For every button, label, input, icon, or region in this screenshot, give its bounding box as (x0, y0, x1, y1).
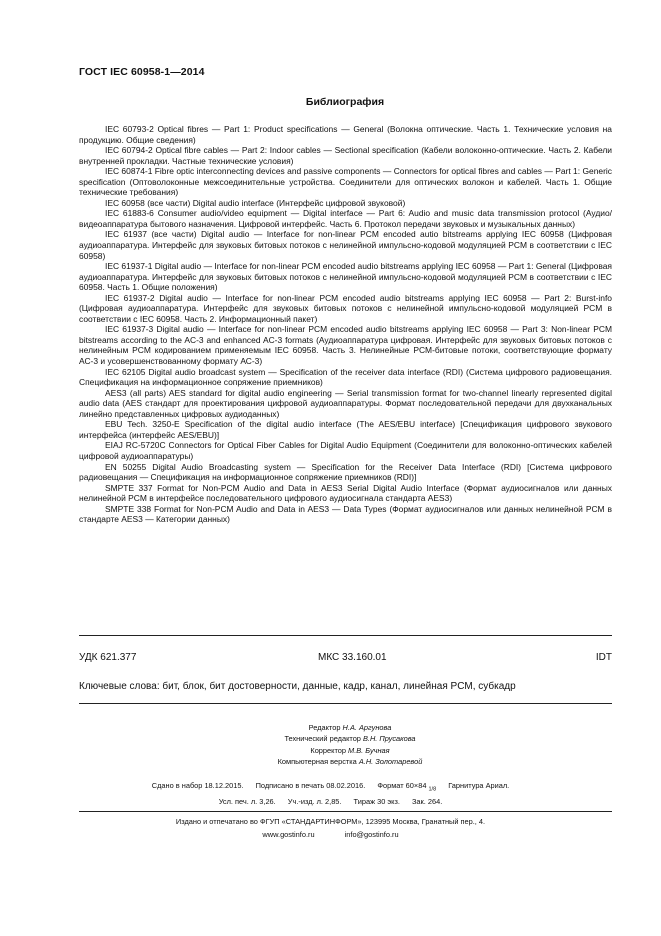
udk-code: УДК 621.377 (79, 652, 137, 663)
printing-line-1 (0, 781, 661, 792)
bibliography-entry: IEC 61937-3 Digital audio — Interface for non-linear PCM encoded audio bitstreams applying IEC 60958 — Part 3: Non-linear PCM bitstreams according to the AC-3 and enhanced AC-3 formats (Аудиоаппаратура цифровая. Интерфейс для звуковых битовых потоков с нелинейным PCM кодированием применяемым IEC 60958. Часть 3. Нелинейные PCM-битовые потоки, соответствующие формату АС-3 и усовершенствованному формату АС-3) (79, 324, 612, 367)
printed-sheets: Усл. печ. л. 3,26. (218, 797, 276, 806)
publisher-contacts (0, 830, 661, 839)
bibliography-entry: IEC 60958 (все части) Digital audio interface (Интерфейс цифровой звуковой) (105, 197, 406, 208)
divider-top (79, 635, 612, 636)
bibliography-entry: IEC 62105 Digital audio broadcast system — Specification of the receiver data interface (RDI) (Система цифрового радиовещания. Спецификация на информационное сопряжение приемников) (79, 366, 612, 388)
credit-tech-editor: Технический редактор В.Н. Прусакова (284, 734, 416, 744)
publisher-sheets: Уч.-изд. л. 2,85. (287, 797, 342, 806)
bibliography-list (79, 124, 612, 525)
print-run: Тираж 30 экз. (353, 797, 400, 806)
bibliography-entry: IEC 61937 (все части) Digital audio — Interface for non-linear PCM encoded autio bitstreams applying IEC 60958 (Цифровая аудиоаппаратура. Интерфейс для звуковых битовых потоков с нелинейной импульсно-кодовой модуляцией PCM в соответствии с IEC 60958) (79, 229, 612, 261)
credits-block (200, 722, 500, 768)
publisher-line: Издано и отпечатано во ФГУП «СТАНДАРТИНФОРМ», 123995 Москва, Гранатный пер., 4. (175, 817, 486, 826)
publisher-website-link[interactable]: www.gostinfo.ru (262, 830, 315, 839)
publisher-email-link[interactable]: info@gostinfo.ru (344, 830, 399, 839)
submitted-date: Сдано в набор 18.12.2015. (151, 781, 244, 790)
bibliography-entry: IEC 60874-1 Fibre optic interconnecting devices and passive components — Connectors for optical fibres and cables — Part 1: Generic specification (Оптоволоконные межсоединительные устройства. Соединители для оптических волокон и кабелей. Часть 1. Общие технические требования) (79, 166, 612, 198)
divider-bottom (79, 811, 612, 812)
divider-middle (79, 703, 612, 704)
bibliography-entry: SMPTE 338 Format for Non-PCM Audio and Data in AES3 — Data Types (Формат аудиосигналов или данных нелинейной PCM в стандарте AES3 — Категории данных) (79, 503, 612, 525)
bibliography-title: Библиография (305, 96, 385, 108)
bibliography-entry: IEC 61883-6 Consumer audio/video equipment — Digital interface — Part 6: Audio and music data transmission protocol (Аудио/видеоаппаратура бытового назначения. Цифровой интерфейс. Часть 6. Протокол передачи звуковых и музыкальных данных) (79, 208, 612, 229)
idt-mark: IDT (595, 652, 612, 663)
typeface: Гарнитура Ариал. (448, 781, 510, 790)
paper-format: Формат 60×84 $_{1/8}$ (377, 781, 437, 793)
bibliography-entry: IEC 60793-2 Optical fibres — Part 1: Product specifications — General (Волокна оптические. Часть 1. Технические условия на продукцию. Общие сведения) (79, 124, 612, 145)
credit-proofreader: Корректор М.В. Бучная (310, 745, 390, 755)
standard-header: ГОСТ IEC 60958-1—2014 (79, 66, 205, 78)
bibliography-entry: AES3 (all parts) AES standard for digital audio engineering — Serial transmission format for two-channel linearly represented digital audio data (AES стандарт для проектирования цифровой аудиоаппаратуры. Формат последовательной передачи для двухканальных линейно представленных цифровых аудиоданных) (79, 387, 612, 419)
mks-code: МКС 33.160.01 (318, 652, 387, 663)
credit-layout: Компьютерная верстка А.Н. Золотаревой (277, 757, 423, 767)
bibliography-entry: IEC 60794-2 Optical fibre cables — Part 2: Indoor cables — Sectional specification (Кабели волоконно-оптические. Часть 2. Кабели внутренней прокладки. Частные технические условия) (79, 145, 612, 166)
printing-line-2 (0, 797, 661, 806)
signed-date: Подписано в печать 08.02.2016. (255, 781, 366, 790)
bibliography-entry: SMPTE 337 Format for Non-PCM Audio and Data in AES3 Serial Digital Audio Interface (Формат аудиосигналов или данных нелинейной PCM в интерфейсе последовательного цифрового аудиосигнала стандарта AES3) (79, 482, 612, 504)
order-number: Зак. 264. (411, 797, 443, 806)
bibliography-entry: EIAJ RC-5720C Connectors for Optical Fiber Cables for Digital Audio Equipment (Соединители для волоконно-оптических кабелей цифровой аудиоаппаратуры) (79, 440, 612, 461)
credit-editor: Редактор Н.А. Аргунова (308, 723, 392, 732)
bibliography-entry: EBU Tech. 3250-E Specification of the digital audio interface (The AES/EBU interface) [Спецификация цифрового звукового интерфейса (интерфейс AES/EBU)] (79, 419, 612, 440)
bibliography-entry: IEC 61937-1 Digital audio — Interface for non-linear PCM encoded audio bitstreams applying IEC 60958 — Part 1: General (Цифровая аудиоаппаратура. Интерфейс для звуковых битовых потоков с нелинейной импульсно-кодовой модуляцией PCM в соответствии с IEC 60958. Часть 1. Общие положения) (79, 261, 612, 293)
bibliography-entry: IEC 61937-2 Digital audio — Interface for non-linear PCM encoded audio bitstreams applying IEC 60958 — Part 2: Burst-info (Цифровая аудиоаппаратура. Интерфейс для звуковых битовых потоков с нелинейной импульсно-кодовой модуляцией PCM в соответствии с IEC 60958. Часть 2. Информационный пакет) (79, 292, 612, 324)
keywords: Ключевые слова: бит, блок, бит достоверности, данные, кадр, канал, линейная PCM, субкадр (79, 681, 516, 692)
bibliography-entry: EN 50255 Digital Audio Broadcasting system — Specification for the Receiver Data Interface (RDI) [Система цифрового радиовещания — Спецификация на информационное сопряжение приемников (RDI)] (79, 461, 612, 483)
